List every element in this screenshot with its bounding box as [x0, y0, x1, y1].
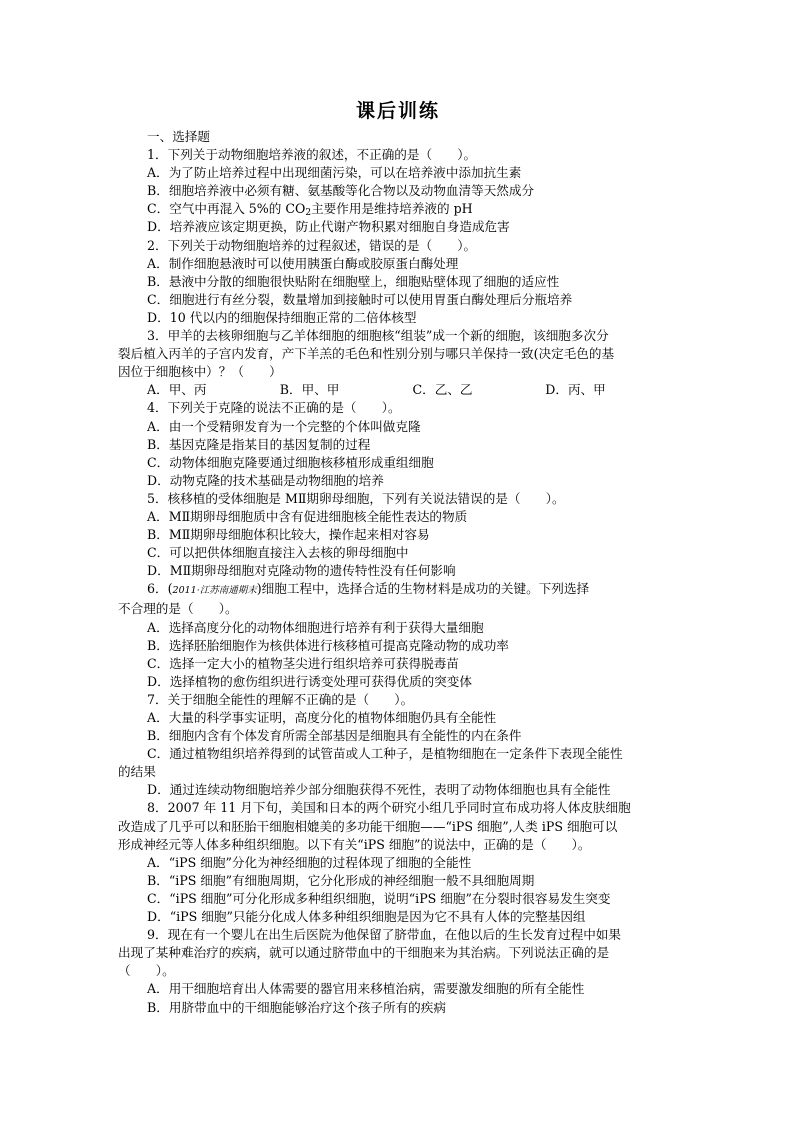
question-9-stem-line-1: 9．现在有一个婴儿在出生后医院为他保留了脐带血，在他以后的生长发育过程中如果 [147, 927, 621, 943]
question-3-stem-line-3: 因位于细胞核中）？（ ） [118, 364, 282, 380]
question-7-option-d: D．通过连续动物细胞培养少部分细胞获得不死性，表明了动物体细胞也具有全能性 [147, 782, 611, 798]
question-4-stem: 4．下列关于克隆的说法不正确的是（ ）。 [147, 400, 401, 416]
question-4-option-a: A．由一个受精卵发育为一个完整的个体叫做克隆 [147, 418, 421, 434]
question-1-option-b: B．细胞培养液中必须有糖、氨基酸等化合物以及动物血清等天然成分 [147, 183, 535, 199]
question-2-option-d: D．10 代以内的细胞保持细胞正常的二倍体核型 [147, 309, 417, 325]
question-8-stem-line-1: 8．2007 年 11 月下旬，美国和日本的两个研究小组几乎同时宣布成功将人体皮肤细胞 [147, 800, 631, 816]
question-8-option-d: D．“iPS 细胞”只能分化成人体多种组织细胞是因为它不具有人体的完整基因组 [147, 909, 586, 925]
question-6-option-d: D．选择植物的愈伤组织进行诱变处理可获得优质的突变体 [147, 673, 472, 689]
question-8-stem-line-3: 形成神经元等人体多种组织细胞。以下有关“iPS 细胞”的说法中，正确的是（ ）。 [118, 836, 591, 852]
question-8-stem-line-2: 改造成了几乎可以和胚胎干细胞相媲美的多功能干细胞——“iPS 细胞”,人类 iPS 细胞可以 [118, 818, 618, 834]
question-5-option-a: A．MⅡ期卵母细胞质中含有促进细胞核全能性表达的物质 [147, 508, 468, 524]
question-3-stem-line-2: 裂后植入丙羊的子宫内发育，产下羊羔的毛色和性别分别与哪只羊保持一致(决定毛色的基 [118, 346, 615, 362]
question-7-option-c-line-1: C．通过植物组织培养得到的试管苗或人工种子，是植物细胞在一定条件下表现全能性 [147, 746, 623, 762]
question-6-option-c: C．选择一定大小的植物茎尖进行组织培养可获得脱毒苗 [147, 655, 459, 671]
question-6-option-a: A．选择高度分化的动物体细胞进行培养有利于获得大量细胞 [147, 619, 484, 635]
question-9-option-a: A．用干细胞培育出人体需要的器官用来移植治病，需要激发细胞的所有全能性 [147, 981, 585, 997]
question-1-stem: 1．下列关于动物细胞培养液的叙述，不正确的是（ ）。 [147, 147, 477, 163]
question-2-stem: 2．下列关于动物细胞培养的过程叙述，错误的是（ ）。 [147, 237, 477, 253]
question-7-option-b: B．细胞内含有个体发育所需全部基因是细胞具有全能性的内在条件 [147, 728, 522, 744]
document-page [118, 98, 678, 1017]
question-5-option-b: B．MⅡ期卵母细胞体积比较大，操作起来相对容易 [147, 527, 430, 543]
question-4-option-b: B．基因克隆是指某目的基因复制的过程 [147, 436, 371, 452]
question-3-options [118, 381, 678, 399]
question-7-stem: 7．关于细胞全能性的理解不正确的是（ ）。 [147, 691, 414, 707]
question-6-stem-line-1: 6．(2011·江苏南通期末)细胞工程中，选择合适的生物材料是成功的关键。下列选择 [147, 581, 590, 597]
question-2-option-a: A．制作细胞悬液时可以使用胰蛋白酶或胶原蛋白酶处理 [147, 255, 459, 271]
question-5-option-c: C．可以把供体细胞直接注入去核的卵母细胞中 [147, 545, 409, 561]
question-6-stem-line-2: 不合理的是（ ）。 [118, 601, 238, 617]
question-4-option-d: D．动物克隆的技术基础是动物细胞的培养 [147, 472, 384, 488]
question-8-option-c: C．“iPS 细胞”可分化形成多种组织细胞，说明“iPS 细胞”在分裂时很容易发生突变 [147, 890, 611, 906]
question-3-option-a: A．甲、丙 [147, 382, 207, 398]
question-5-stem: 5．核移植的受体细胞是 MⅡ期卵母细胞，下列有关说法错误的是（ ）。 [147, 490, 565, 506]
question-3-stem-line-1: 3．甲羊的去核卵细胞与乙羊体细胞的细胞核“组装”成一个新的细胞，该细胞多次分 [147, 328, 609, 344]
question-6-source: 2011·江苏南通期末 [172, 585, 257, 597]
question-9-stem-line-2: 出现了某种难治疗的疾病，就可以通过脐带血中的干细胞来为其治病。下列说法正确的是 [118, 945, 610, 961]
question-1-option-c: C．空气中再混入 5%的 $CO_2$主要作用是维持培养液的 pH [147, 201, 473, 219]
section-heading: 一、选择题 [147, 129, 210, 144]
question-3-option-c: C．乙、乙 [412, 382, 473, 398]
question-7-option-a: A．大量的科学事实证明，高度分化的植物体细胞仍具有全能性 [147, 710, 497, 725]
question-3-option-b: B．甲、甲 [279, 382, 340, 398]
question-6-option-b: B．选择胚胎细胞作为核供体进行核移植可提高克隆动物的成功率 [147, 637, 509, 653]
question-7-option-c-line-2: 的结果 [118, 764, 156, 780]
question-8-option-b: B．“iPS 细胞”有细胞周期，它分化形成的神经细胞一般不具细胞周期 [147, 872, 535, 888]
question-4-option-c: C．动物体细胞克隆要通过细胞核移植形成重组细胞 [147, 454, 434, 470]
question-1-option-d: D．培养液应该定期更换，防止代谢产物积累对细胞自身造成危害 [147, 219, 510, 235]
question-1-option-a: A．为了防止培养过程中出现细菌污染，可以在培养液中添加抗生素 [147, 165, 522, 181]
question-9-option-b: B．用脐带血中的干细胞能够治疗这个孩子所有的疾病 [147, 999, 446, 1015]
page-title: 课后训练 [355, 100, 440, 122]
question-8-option-a: A．“iPS 细胞”分化为神经细胞的过程体现了细胞的全能性 [147, 854, 472, 870]
question-3-option-d: D．丙、甲 [545, 382, 606, 398]
question-2-option-b: B．悬液中分散的细胞很快贴附在细胞壁上，细胞贴壁体现了细胞的适应性 [147, 273, 560, 289]
question-2-option-c: C．细胞进行有丝分裂，数量增加到接触时可以使用胃蛋白酶处理后分瓶培养 [147, 291, 573, 307]
question-5-option-d: D．MⅡ期卵母细胞对克隆动物的遗传特性没有任何影响 [147, 563, 456, 579]
question-9-stem-line-3: （ ）。 [118, 963, 175, 979]
